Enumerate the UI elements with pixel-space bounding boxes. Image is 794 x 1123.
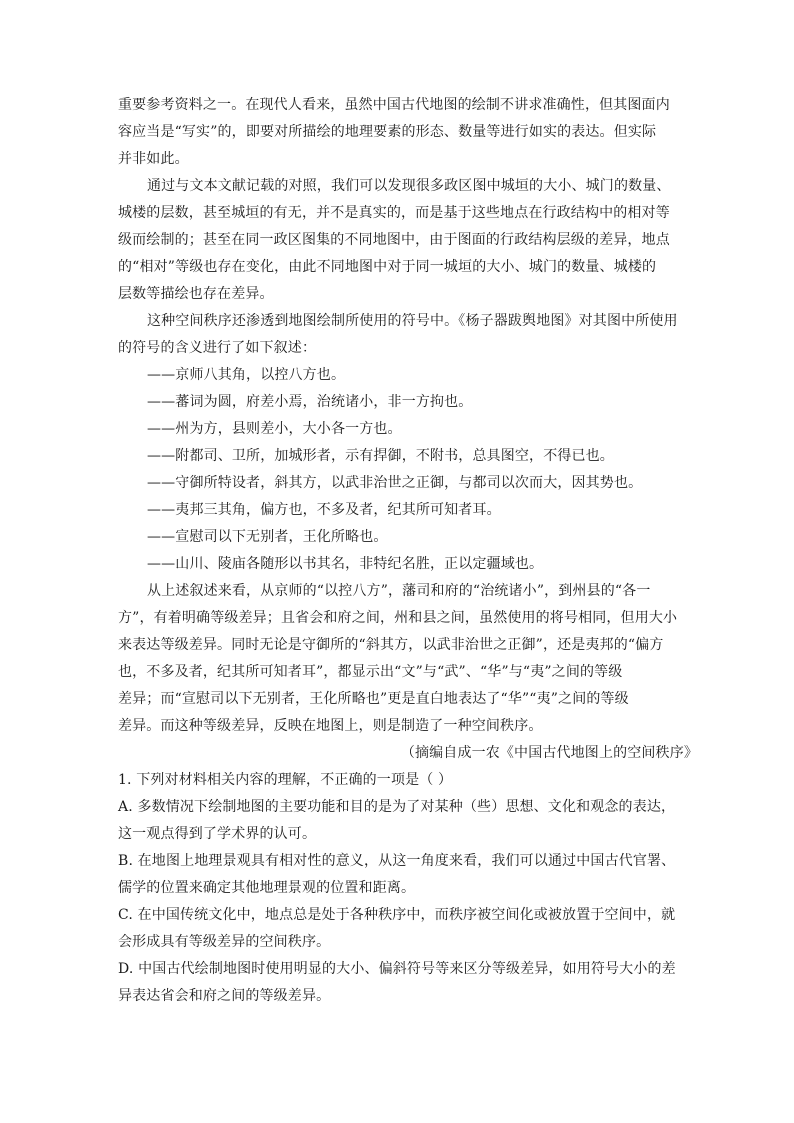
text-line: 的符号的含义进行了如下叙述： (118, 340, 317, 356)
source-citation: （摘编自成一农《中国古代地图上的空间秩序》 (400, 745, 698, 761)
text-line: 从上述叙述来看，从京师的“以控八方”，藩司和府的“治统诸小”，到州县的“各一 (147, 583, 651, 599)
paragraph-1 (118, 92, 698, 173)
text-line: 并非如此。 (118, 151, 189, 167)
symbol-quotes (118, 362, 698, 578)
quote-line: ——州为方，县则差小，大小各一方也。 (147, 421, 402, 437)
paragraph-3 (118, 308, 698, 362)
text-line: 通过与文本文献记载的对照，我们可以发现很多政区图中城垣的大小、城门的数量、 (147, 178, 671, 194)
text-line: 方”，有着明确等级差异；且省会和府之间，州和县之间，虽然使用的将号相同，但用大小 (118, 610, 678, 626)
paragraph-4 (118, 578, 698, 740)
option-c (118, 902, 698, 956)
text-line: 重要参考资料之一。在现代人看来，虽然中国古代地图的绘制不讲求准确性，但其图面内 (118, 97, 670, 113)
option-line: 儒学的位置来确定其他地理景观的位置和距离。 (118, 880, 416, 896)
document-page (118, 92, 698, 1010)
option-line: A. 多数情况下绘制地图的主要功能和目的是为了对某种（些）思想、文化和观念的表达， (118, 799, 676, 815)
text-line: 的“相对”等级也存在变化，由此不同地图中对于同一城垣的大小、城门的数量、城楼的 (118, 259, 657, 275)
text-line: 差异；而“宣慰司以下无别者，王化所略也”更是直白地表达了“华”“夷”之间的等级 (118, 691, 629, 707)
paragraph-2 (118, 173, 698, 308)
quote-line: ——宣慰司以下无别者，王化所略也。 (147, 529, 388, 545)
option-line: 异表达省会和府之间的等级差异。 (118, 988, 331, 1004)
option-line: C. 在中国传统文化中，地点总是处于各种秩序中，而秩序被空间化或被放置于空间中，就 (118, 907, 676, 923)
text-line: 差异。而这种等级差异，反映在地图上，则是制造了一种空间秩序。 (118, 718, 543, 734)
quote-line: ——夷邦三其角，偏方也，不多及者，纪其所可知者耳。 (147, 502, 501, 518)
question-1 (118, 767, 698, 1010)
text-line: 这种空间秩序还渗透到地图绘制所使用的符号中。《杨子器跋舆地图》对其图中所使用 (147, 313, 678, 329)
quote-line: ——京师八其角，以控八方也。 (147, 367, 346, 383)
text-line: 来表达等级差异。同时无论是守御所的“斜其方，以武非治世之正御”，还是夷邦的“偏方 (118, 637, 664, 653)
quote-line: ——蕃词为圆，府差小焉，治统诸小，非一方拘也。 (147, 394, 473, 410)
option-line: B. 在地图上地理景观具有相对性的意义，从这一角度来看，我们可以通过中国古代官署、 (118, 853, 676, 869)
text-line: 城楼的层数，甚至城垣的有无，并不是真实的，而是基于这些地点在行政结构中的相对等 (118, 205, 670, 221)
quote-line: ——附都司、卫所，加城形者，示有捍御，不附书，总具图空，不得已也。 (147, 448, 614, 464)
quote-line: ——守御所特设者，斜其方，以武非治世之正御，与都司以次而大，因其势也。 (147, 475, 643, 491)
option-line: 会形成具有等级差异的空间秩序。 (118, 934, 331, 950)
option-d (118, 956, 698, 1010)
option-a (118, 794, 698, 848)
question-stem: 1. 下列对材料相关内容的理解，不正确的一项是（ ） (118, 772, 453, 788)
option-b (118, 848, 698, 902)
text-line: 容应当是“写实”的，即要对所描绘的地理要素的形态、数量等进行如实的表达。但实际 (118, 124, 657, 140)
quote-line: ——山川、陵庙各随形以书其名，非特纪名胜，正以定疆域也。 (147, 556, 544, 572)
option-line: D. 中国古代绘制地图时使用明显的大小、偏斜符号等来区分等级差异，如用符号大小的差 (118, 961, 676, 977)
option-line: 这一观点得到了学术界的认可。 (118, 826, 317, 842)
text-line: 层数等描绘也存在差异。 (118, 286, 274, 302)
text-line: 也，不多及者，纪其所可知者耳”，都显示出“文”与“武”、“华”与“夷”之间的等级 (118, 664, 623, 680)
text-line: 级而绘制的；甚至在同一政区图集的不同地图中，由于图面的行政结构层级的差异，地点 (118, 232, 670, 248)
